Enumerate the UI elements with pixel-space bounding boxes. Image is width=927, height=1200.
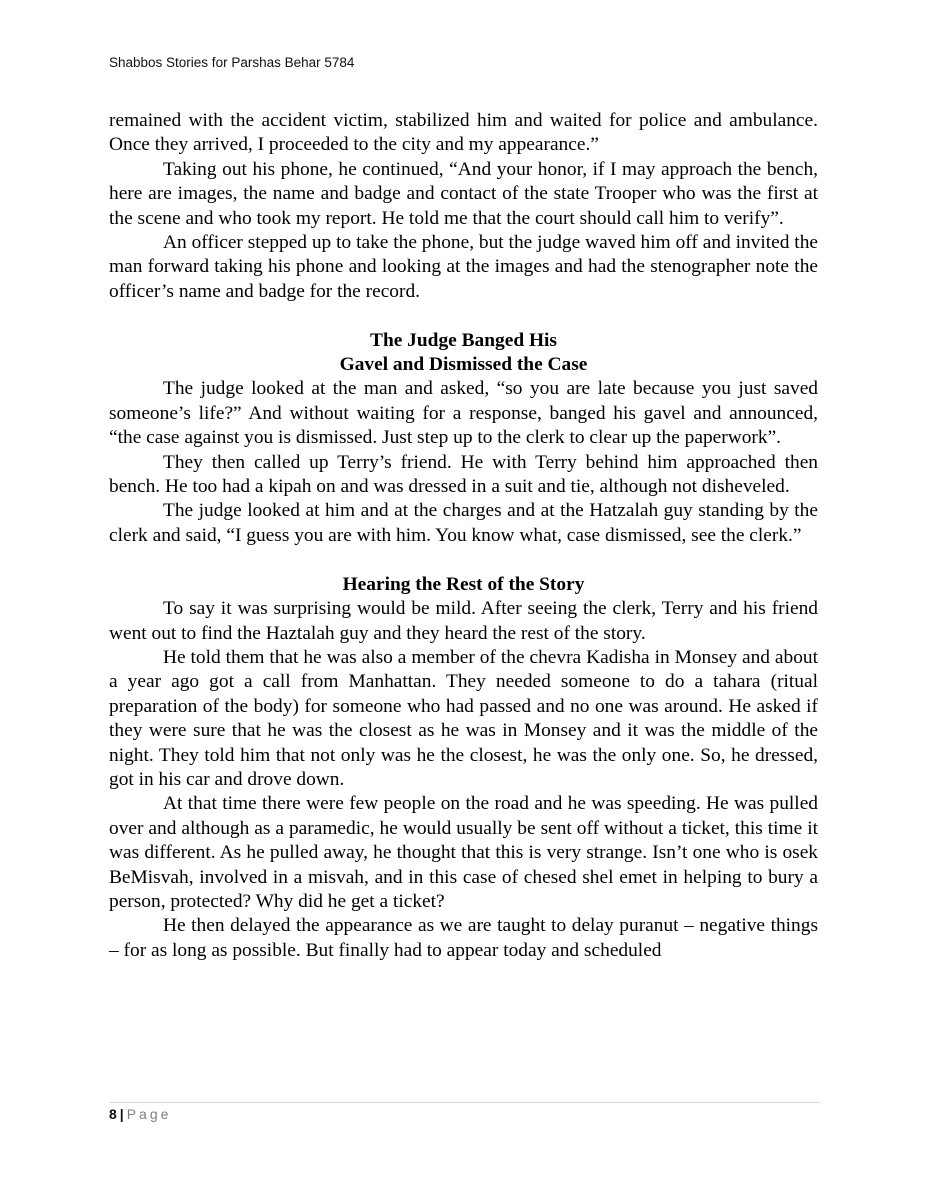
section-heading-line-1: The Judge Banged His — [370, 329, 557, 351]
paragraph: The judge looked at the man and asked, “so you are late because you just saved someone’s life?” And without waiting for a response, banged his gavel and announced, “the case against you is dismissed. Just step up to the clerk to clear up the paperwork”. — [109, 378, 818, 449]
page-footer — [109, 1106, 171, 1122]
paragraph: The judge looked at him and at the charges and at the Hatzalah guy standing by the clerk and said, “I guess you are with him. You know what, case dismissed, see the clerk.” — [109, 500, 818, 546]
paragraph: At that time there were few people on the road and he was speeding. He was pulled over and although as a paramedic, he would usually be sent off without a ticket, this time it was different. As he pulled away, he thought that this is very strange. Isn’t one who is osek BeMisvah, involved in a misvah, and in this case of chesed shel emet in helping to bury a person, protected? Why did he get a ticket? — [109, 793, 818, 912]
paragraph: remained with the accident victim, stabilized him and waited for police and ambulance. Once they arrived, I proceeded to the city and my appearance.” — [109, 110, 818, 156]
page-label: Page — [126, 1106, 172, 1122]
footer-separator: | — [119, 1106, 124, 1122]
paragraph: An officer stepped up to take the phone, but the judge waved him off and invited the man forward taking his phone and looking at the images and had the stenographer note the officer’s name and badge for the record. — [109, 232, 818, 302]
page-number: 8 — [109, 1106, 117, 1122]
paragraph: He told them that he was also a member of the chevra Kadisha in Monsey and about a year ago got a call from Manhattan. They needed someone to do a tahara (ritual preparation of the body) for someone who had passed and no one was around. He asked if they were sure that he was the closest as he was in Monsey and it was the middle of the night. They told him that not only was he the closest, he was the only one. So, he dressed, got in his car and drove down. — [109, 646, 818, 790]
footer-divider — [109, 1102, 820, 1103]
paragraph: They then called up Terry’s friend. He with Terry behind him approached then bench. He too had a kipah on and was dressed in a suit and tie, although not disheveled. — [109, 451, 818, 498]
paragraph: Taking out his phone, he continued, “And your honor, if I may approach the bench, here are images, the name and badge and contact of the state Trooper who was the first at the scene and who took my report. He told me that the court should call him to verify”. — [109, 158, 818, 229]
running-header: Shabbos Stories for Parshas Behar 5784 — [109, 55, 355, 70]
page-body — [109, 109, 818, 963]
paragraph: To say it was surprising would be mild. After seeing the clerk, Terry and his friend went out to find the Haztalah guy and they heard the rest of the story. — [109, 598, 818, 644]
section-heading: Hearing the Rest of the Story — [342, 573, 585, 595]
section-heading-line-2: Gavel and Dismissed the Case — [339, 354, 588, 376]
paragraph: He then delayed the appearance as we are taught to delay puranut – negative things – for as long as possible. But finally had to appear today and scheduled — [109, 915, 818, 961]
